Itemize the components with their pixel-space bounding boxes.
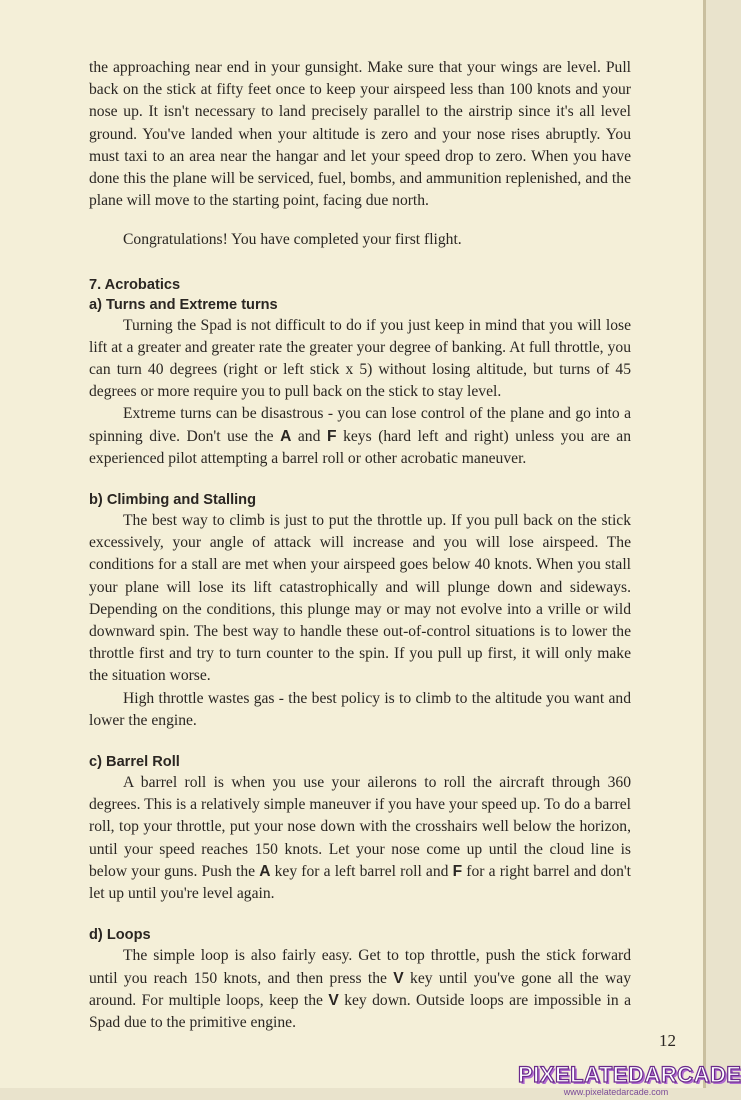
site-watermark bbox=[518, 1062, 741, 1097]
page-content bbox=[89, 57, 631, 1034]
watermark-url: www.pixelatedarcade.com bbox=[563, 1087, 669, 1097]
key-f: F bbox=[326, 427, 337, 445]
key-a: A bbox=[259, 862, 271, 880]
subheading-loops: d) Loops bbox=[89, 927, 151, 944]
barrel-roll-paragraph: A barrel roll is when you use your ailerons to roll the aircraft through 360 degrees. This is a relatively simple maneuver if you have your speed up. To do a barrel roll, top your throttle, put your nose down with the crosshairs well below the horizon, until your speed reaches 150 knots. Let your nose come up until the cloud line is below your guns. Push the A key for a left barrel roll and F for a right barrel and don't let up until you're level again. bbox=[89, 774, 632, 903]
subheading-barrel-roll: c) Barrel Roll bbox=[89, 754, 180, 771]
subheading-climbing: b) Climbing and Stalling bbox=[89, 492, 257, 509]
key-a: A bbox=[280, 427, 292, 445]
turns-paragraph-2: Extreme turns can be disastrous - you can lose control of the plane and go into a spinning dive. Don't use the A and F keys (hard left and right) unless you are an experienced pilot attempting a barrel roll or other acrobatic maneuver. bbox=[89, 405, 632, 467]
key-v: V bbox=[328, 991, 339, 1009]
watermark-logo: PIXELATEDARCADE bbox=[518, 1062, 741, 1087]
section-heading-acrobatics: 7. Acrobatics bbox=[89, 276, 181, 293]
congrats-line: Congratulations! You have completed your first flight. bbox=[123, 231, 462, 249]
key-f: F bbox=[452, 862, 463, 880]
climbing-paragraph-1: The best way to climb is just to put the throttle up. If you pull back on the stick excessively, your angle of attack will increase and you will lose airspeed. The conditions for a stall are met when your airspeed goes below 40 knots. When you stall your plane will lose its lift catastrophically and will plunge down and sideways. Depending on the conditions, this plunge may or may not evolve into a vrille or wild downward spin. The best way to handle these out-of-control situations is to lower the throttle first and try to turn counter to the spin. If you pull up first, it will only make the situation worse. bbox=[89, 512, 631, 685]
loops-paragraph: The simple loop is also fairly easy. Get to top throttle, push the stick forward until you reach 150 knots, and then press the V key until you've gone all the way around. For multiple loops, keep the V key down. Outside loops are impossible in a Spad due to the primitive engine. bbox=[89, 947, 632, 1031]
subheading-turns: a) Turns and Extreme turns bbox=[89, 296, 278, 313]
key-v: V bbox=[393, 969, 404, 987]
turns-paragraph-1: Turning the Spad is not difficult to do if you just keep in mind that you will lose lift at a greater and greater rate the greater your degree of banking. At full throttle, you can turn 40 degrees (right or left stick x 5) without losing altitude, but turns of 45 degrees or more require you to pull back on the stick to stay level. bbox=[89, 316, 631, 401]
climbing-paragraph-2: High throttle wastes gas - the best policy is to climb to the altitude you want and lower the engine. bbox=[89, 689, 631, 729]
intro-paragraph: the approaching near end in your gunsight. Make sure that your wings are level. Pull back on the stick at fifty feet once to keep your airspeed less than 100 knots and your nose up. It isn't necessary to land precisely parallel to the airstrip since it's all level ground. You've landed when your altitude is zero and your nose rises abruptly. You must taxi to an area near the hangar and let your speed drop to zero. When you have done this the plane will be serviced, fuel, bombs, and ammunition replenished, and the plane will move to the starting point, facing due north. bbox=[89, 59, 631, 210]
page-number: 12 bbox=[659, 1031, 676, 1050]
